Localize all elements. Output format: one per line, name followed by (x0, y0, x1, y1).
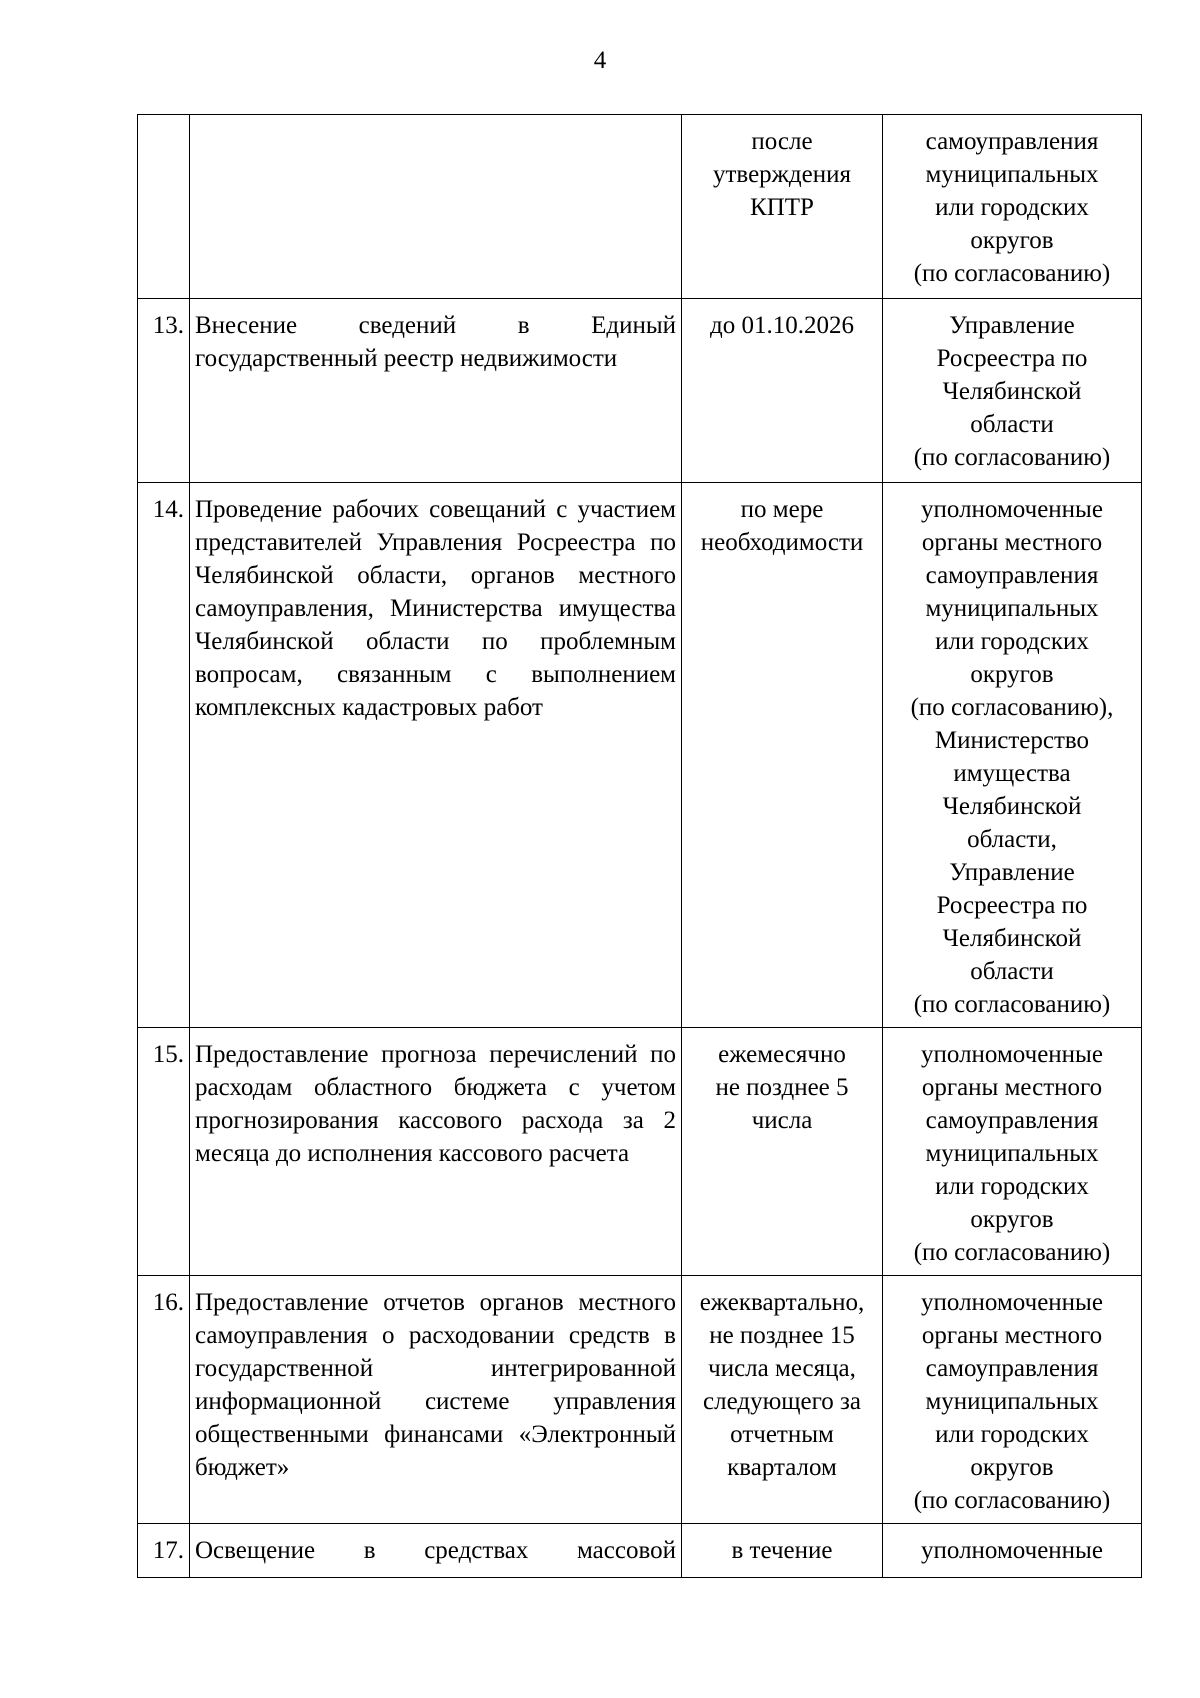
task-description: Освещение в средствах массовой (190, 1524, 682, 1578)
row-number: 15. (138, 1028, 190, 1276)
table-row (138, 299, 1142, 483)
task-description: Проведение рабочих совещаний с участием представителей Управления Росреестра по Челябинской области, органов местного самоуправления, Министерства имущества Челябинской области по проблемным вопросам, связанным с выполнением комплексных кадастровых работ (190, 483, 682, 1028)
task-responsible: уполномоченные органы местного самоуправления муниципальных или городских округов (по согласованию) (883, 1276, 1142, 1524)
row-number (138, 115, 190, 299)
task-responsible: уполномоченные (883, 1524, 1142, 1578)
table-row (138, 1028, 1142, 1276)
task-responsible: самоуправления муниципальных или городских округов (по согласованию) (883, 115, 1142, 299)
task-responsible: Управление Росреестра по Челябинской области (по согласованию) (883, 299, 1142, 483)
table-row (138, 483, 1142, 1028)
table-row (138, 115, 1142, 299)
page-number: 4 (593, 47, 607, 74)
task-deadline: до 01.10.2026 (682, 299, 883, 483)
task-deadline: после утверждения КПТР (682, 115, 883, 299)
task-responsible: уполномоченные органы местного самоуправления муниципальных или городских округов (по согласованию), Министерство имущества Челябинской области, Управление Росреестра по Челябинской области (по согласованию) (883, 483, 1142, 1028)
task-description: Предоставление прогноза перечислений по расходам областного бюджета с учетом прогнозирования кассового расхода за 2 месяца до исполнения кассового расчета (190, 1028, 682, 1276)
row-number: 13. (138, 299, 190, 483)
table-row (138, 1276, 1142, 1524)
task-description: Внесение сведений в Единый государственный реестр недвижимости (190, 299, 682, 483)
task-description (190, 115, 682, 299)
row-number: 14. (138, 483, 190, 1028)
task-deadline: ежемесячно не позднее 5 числа (682, 1028, 883, 1276)
table-row (138, 1524, 1142, 1578)
row-number: 17. (138, 1524, 190, 1578)
row-number: 16. (138, 1276, 190, 1524)
plan-table (137, 114, 1142, 1578)
task-deadline: ежеквартально, не позднее 15 числа месяца, следующего за отчетным кварталом (682, 1276, 883, 1524)
task-deadline: по мере необходимости (682, 483, 883, 1028)
task-deadline: в течение (682, 1524, 883, 1578)
task-responsible: уполномоченные органы местного самоуправления муниципальных или городских округов (по согласованию) (883, 1028, 1142, 1276)
task-description: Предоставление отчетов органов местного самоуправления о расходовании средств в государственной интегрированной информационной системе управления общественными финансами «Электронный бюджет» (190, 1276, 682, 1524)
